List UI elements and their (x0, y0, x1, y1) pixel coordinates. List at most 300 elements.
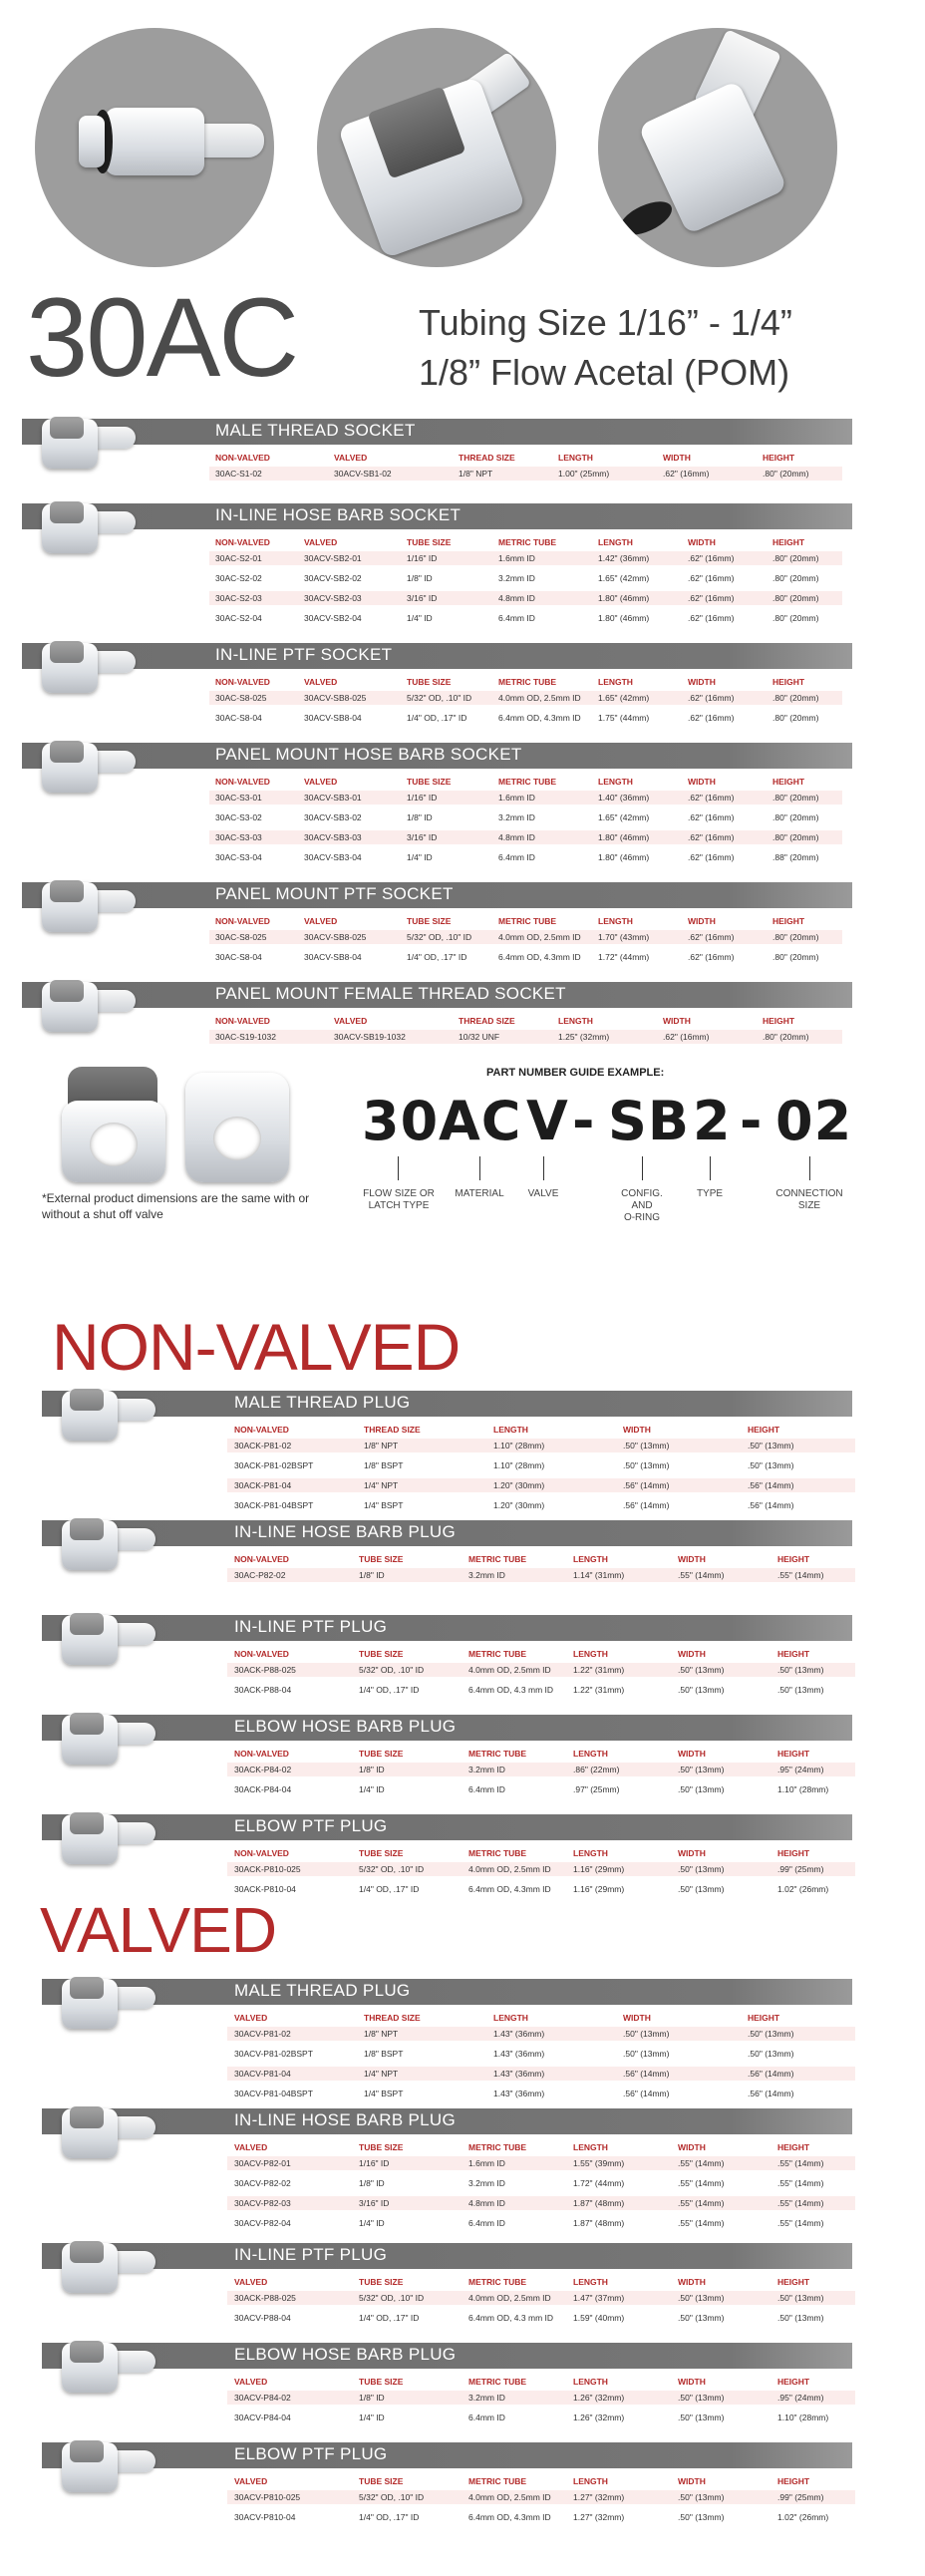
product-thumbnail (50, 1709, 159, 1778)
column-header-tube-size: TUBE SIZE (407, 537, 452, 547)
table-cell: .99" (25mm) (777, 1864, 824, 1874)
table-cell: 1.72" (44mm) (598, 952, 650, 962)
guide-product-image-1 (54, 1061, 175, 1186)
section-title: IN-LINE PTF PLUG (234, 2245, 388, 2264)
table-cell: 1/8" ID (359, 1765, 385, 1774)
column-header-tube-size: TUBE SIZE (359, 2476, 404, 2486)
table-cell: .80" (20mm) (772, 573, 819, 583)
column-header-metric-tube: METRIC TUBE (498, 677, 557, 687)
column-header-width: WIDTH (663, 453, 691, 463)
part-number-guide-title: PART NUMBER GUIDE EXAMPLE: (486, 1067, 665, 1079)
part-number-cell: 30AC-P82-02 (234, 1570, 286, 1580)
column-header-width: WIDTH (623, 1425, 651, 1435)
column-header-valved: VALVED (334, 1016, 368, 1026)
table-cell: 1.10" (28mm) (493, 1460, 545, 1470)
table-cell: 1/16" ID (407, 553, 438, 563)
part-number-cell: 30ACV-P82-02 (234, 2178, 291, 2188)
column-header-valved: VALVED (334, 453, 368, 463)
table-cell: .80" (20mm) (772, 832, 819, 842)
guide-tick-type (710, 1156, 711, 1180)
part-number-cell: 30AC-S19-1032 (215, 1032, 276, 1042)
table-cell: 30ACV-SB3-01 (304, 793, 362, 803)
table-row (227, 2176, 855, 2190)
table-cell: 1/4" ID (359, 2218, 385, 2228)
table-cell: 1.87" (48mm) (573, 2218, 625, 2228)
part-number-cell: 30AC-S8-04 (215, 713, 262, 723)
guide-underline (379, 1156, 837, 1157)
table-cell: 1.70" (43mm) (598, 932, 650, 942)
product-thumbnail (30, 876, 140, 946)
table-cell: 1/4" OD, .17" ID (359, 1884, 420, 1894)
table-cell: 30ACV-SB2-04 (304, 613, 362, 623)
section-title: IN-LINE HOSE BARB PLUG (234, 2110, 456, 2129)
column-header-non-valved: NON-VALVED (215, 1016, 270, 1026)
section-title: IN-LINE PTF SOCKET (215, 645, 393, 664)
column-header-non-valved: NON-VALVED (215, 916, 270, 926)
column-header-height: HEIGHT (772, 916, 805, 926)
guide-dash-1: - (572, 1090, 596, 1152)
column-header-width: WIDTH (678, 1649, 706, 1659)
table-cell: 1.10" (28mm) (777, 2413, 829, 2422)
product-thumbnail (50, 1808, 159, 1878)
table-cell: 3.2mm ID (498, 573, 535, 583)
table-cell: 1.16" (29mm) (573, 1864, 625, 1874)
column-header-length: LENGTH (493, 2013, 528, 2023)
column-header-width: WIDTH (678, 1749, 706, 1759)
table-cell: .55" (14mm) (777, 2158, 824, 2168)
section-title: MALE THREAD PLUG (234, 1981, 411, 2000)
table-cell: 1.6mm ID (498, 553, 535, 563)
column-header-metric-tube: METRIC TUBE (468, 1649, 527, 1659)
guide-part-valve: V (526, 1090, 569, 1152)
part-number-cell: 30ACK-P84-02 (234, 1765, 292, 1774)
product-thumbnail (30, 737, 140, 806)
column-header-metric-tube: METRIC TUBE (498, 916, 557, 926)
column-header-metric-tube: METRIC TUBE (468, 1554, 527, 1564)
table-cell: 6.4mm OD, 4.3mm ID (468, 1884, 551, 1894)
table-cell: 1.14" (31mm) (573, 1570, 625, 1580)
part-number-cell: 30ACK-P84-04 (234, 1784, 292, 1794)
column-header-length: LENGTH (493, 1425, 528, 1435)
table-cell: 1.43" (36mm) (493, 2069, 545, 2079)
table-cell: 6.4mm ID (498, 852, 535, 862)
table-cell: 1.25" (32mm) (558, 1032, 610, 1042)
table-cell: 30ACV-SB8-04 (304, 713, 362, 723)
column-header-tube-size: TUBE SIZE (407, 916, 452, 926)
table-cell: 6.4mm ID (468, 1784, 505, 1794)
table-row (227, 2216, 855, 2230)
table-cell: .80" (20mm) (772, 713, 819, 723)
column-header-width: WIDTH (688, 777, 716, 787)
column-header-thread-size: THREAD SIZE (459, 453, 515, 463)
table-cell: .62" (16mm) (688, 693, 735, 703)
part-number-cell: 30AC-S2-04 (215, 613, 262, 623)
table-row (227, 1782, 855, 1796)
table-cell: .50" (13mm) (623, 1441, 670, 1450)
section-title: PANEL MOUNT PTF SOCKET (215, 884, 454, 903)
table-cell: .80" (20mm) (772, 693, 819, 703)
table-cell: 1/4" ID (359, 2413, 385, 2422)
column-header-metric-tube: METRIC TUBE (468, 2142, 527, 2152)
section-title-band (22, 419, 852, 445)
table-cell: 3.2mm ID (468, 1765, 505, 1774)
part-number-cell: 30AC-S3-03 (215, 832, 262, 842)
table-cell: 1.42" (36mm) (598, 553, 650, 563)
part-number-cell: 30AC-S2-01 (215, 553, 262, 563)
guide-part-config: SB (608, 1090, 691, 1152)
table-cell: 4.8mm ID (498, 593, 535, 603)
part-number-cell: 30AC-S8-025 (215, 693, 267, 703)
column-header-length: LENGTH (573, 2277, 608, 2287)
table-cell: 1/16" ID (407, 793, 438, 803)
table-cell: 1/8" ID (359, 2393, 385, 2403)
table-cell: 4.0mm OD, 2.5mm ID (468, 2492, 551, 2502)
column-header-height: HEIGHT (777, 2377, 810, 2387)
part-number-cell: 30ACV-P81-04 (234, 2069, 291, 2079)
table-cell: 6.4mm OD, 4.3 mm ID (468, 2313, 554, 2323)
part-number-cell: 30ACK-P81-04 (234, 1480, 292, 1490)
column-header-tube-size: TUBE SIZE (359, 1649, 404, 1659)
hero-image-3 (598, 28, 837, 267)
column-header-metric-tube: METRIC TUBE (498, 777, 557, 787)
column-header-width: WIDTH (678, 2476, 706, 2486)
table-cell: 1.59" (40mm) (573, 2313, 625, 2323)
table-cell: .50" (13mm) (678, 2293, 725, 2303)
table-cell: .56" (14mm) (748, 2069, 794, 2079)
product-thumbnail (30, 497, 140, 567)
table-cell: 5/32" OD, .10" ID (407, 932, 472, 942)
part-number-cell: 30ACV-P81-02 (234, 2029, 291, 2039)
table-cell: 1.72" (44mm) (573, 2178, 625, 2188)
table-cell: 5/32" OD, .10" ID (359, 1864, 425, 1874)
table-cell: 1.65" (42mm) (598, 693, 650, 703)
part-number-cell: 30AC-S8-04 (215, 952, 262, 962)
table-cell: 1/4" OD, .17" ID (407, 713, 467, 723)
table-cell: 4.0mm OD, 2.5mm ID (468, 1665, 551, 1675)
table-cell: 1/4" BSPT (364, 2089, 404, 2098)
table-cell: .55" (14mm) (678, 2198, 725, 2208)
table-row (227, 1568, 855, 1582)
table-cell: .62" (16mm) (663, 1032, 710, 1042)
table-cell: 4.0mm OD, 2.5mm ID (468, 1864, 551, 1874)
table-cell: 30ACV-SB1-02 (334, 469, 392, 479)
table-cell: 1/8" NPT (364, 1441, 399, 1450)
guide-tick-material (479, 1156, 480, 1180)
table-cell: 1.22" (31mm) (573, 1665, 625, 1675)
guide-label-type: TYPE (696, 1188, 724, 1199)
part-number-cell: 30ACK-P81-02BSPT (234, 1460, 314, 1470)
guide-dash-2: - (740, 1090, 764, 1152)
product-series-title: 30AC (26, 275, 298, 400)
table-cell: .80" (20mm) (772, 932, 819, 942)
part-number-cell: 30ACV-P84-04 (234, 2413, 291, 2422)
table-row (227, 2411, 855, 2424)
table-cell: 4.8mm ID (498, 832, 535, 842)
part-number-cell: 30AC-S3-02 (215, 812, 262, 822)
table-cell: .55" (14mm) (678, 1570, 725, 1580)
table-cell: 1/4" OD, .17" ID (359, 2313, 420, 2323)
part-number-cell: 30ACK-P88-025 (234, 2293, 296, 2303)
table-cell: .50" (13mm) (678, 1784, 725, 1794)
column-header-height: HEIGHT (748, 2013, 780, 2023)
table-cell: 4.0mm OD, 2.5mm ID (468, 2293, 551, 2303)
part-number-cell: 30ACK-P81-02 (234, 1441, 292, 1450)
section-title-band (42, 2442, 852, 2468)
table-cell: .56" (14mm) (623, 2089, 670, 2098)
guide-part-connection: 02 (775, 1090, 853, 1152)
section-title-band (42, 1814, 852, 1840)
column-header-metric-tube: METRIC TUBE (468, 2476, 527, 2486)
part-number-cell: 30AC-S2-02 (215, 573, 262, 583)
table-cell: 5/32" OD, .10" ID (359, 2293, 425, 2303)
guide-tick-connection (809, 1156, 810, 1180)
column-header-tube-size: TUBE SIZE (359, 1848, 404, 1858)
table-cell: .62" (16mm) (688, 593, 735, 603)
table-cell: .50" (13mm) (777, 2313, 824, 2323)
table-cell: 1.6mm ID (498, 793, 535, 803)
table-cell: 1.20" (30mm) (493, 1480, 545, 1490)
part-number-cell: 30ACV-P81-02BSPT (234, 2049, 313, 2059)
column-header-width: WIDTH (678, 1848, 706, 1858)
table-cell: .95" (24mm) (777, 2393, 824, 2403)
table-cell: .50" (13mm) (678, 2492, 725, 2502)
column-header-height: HEIGHT (772, 777, 805, 787)
column-header-metric-tube: METRIC TUBE (468, 2377, 527, 2387)
column-header-non-valved: NON-VALVED (215, 537, 270, 547)
product-thumbnail (50, 2436, 159, 2506)
table-cell: .50" (13mm) (678, 2413, 725, 2422)
section-title: IN-LINE HOSE BARB PLUG (234, 1522, 456, 1541)
table-cell: .95" (24mm) (777, 1765, 824, 1774)
table-cell: 1/4" ID (407, 852, 433, 862)
column-header-non-valved: NON-VALVED (234, 1554, 289, 1564)
column-header-tube-size: TUBE SIZE (359, 1554, 404, 1564)
column-header-width: WIDTH (678, 2142, 706, 2152)
guide-label-material: MATERIAL (455, 1188, 504, 1199)
table-cell: 1.87" (48mm) (573, 2198, 625, 2208)
column-header-metric-tube: METRIC TUBE (498, 537, 557, 547)
table-cell: .62" (16mm) (688, 952, 735, 962)
part-number-cell: 30ACV-P810-04 (234, 2512, 296, 2522)
table-cell: 1/4" NPT (364, 1480, 399, 1490)
table-cell: .56" (14mm) (748, 2089, 794, 2098)
column-header-valved: VALVED (234, 2277, 268, 2287)
table-cell: .50" (13mm) (623, 1460, 670, 1470)
table-row (209, 1030, 842, 1044)
guide-label-config: CONFIG. AND O-RING (621, 1188, 663, 1223)
guide-label-connection: CONNECTION SIZE (775, 1188, 843, 1211)
table-cell: .50" (13mm) (678, 1884, 725, 1894)
column-header-non-valved: NON-VALVED (234, 1425, 289, 1435)
table-cell: 1/8" ID (407, 812, 433, 822)
column-header-width: WIDTH (678, 2377, 706, 2387)
table-cell: 1.02" (26mm) (777, 2512, 829, 2522)
column-header-height: HEIGHT (772, 677, 805, 687)
column-header-length: LENGTH (558, 453, 593, 463)
table-cell: .50" (13mm) (678, 1864, 725, 1874)
table-cell: .88" (20mm) (772, 852, 819, 862)
section-title: PANEL MOUNT HOSE BARB SOCKET (215, 745, 522, 764)
table-cell: 30ACV-SB3-02 (304, 812, 362, 822)
table-cell: 1.43" (36mm) (493, 2089, 545, 2098)
table-cell: .55" (14mm) (678, 2218, 725, 2228)
table-cell: .50" (13mm) (678, 1685, 725, 1695)
table-cell: 1.27" (32mm) (573, 2512, 625, 2522)
section-title-band (22, 643, 852, 669)
table-cell: .62" (16mm) (688, 713, 735, 723)
column-header-height: HEIGHT (777, 2476, 810, 2486)
column-header-valved: VALVED (234, 2142, 268, 2152)
table-cell: 1/4" OD, .17" ID (359, 2512, 420, 2522)
table-row (227, 2196, 855, 2210)
column-header-valved: VALVED (304, 916, 338, 926)
column-header-height: HEIGHT (748, 1425, 780, 1435)
column-header-valved: VALVED (304, 677, 338, 687)
table-cell: 1.27" (32mm) (573, 2492, 625, 2502)
table-cell: 1/4" OD, .17" ID (359, 1685, 420, 1695)
table-cell: .80" (20mm) (772, 952, 819, 962)
table-cell: 3.2mm ID (498, 812, 535, 822)
table-cell: 30ACV-SB2-03 (304, 593, 362, 603)
section-title: MALE THREAD PLUG (234, 1393, 411, 1412)
part-number-cell: 30ACK-P88-04 (234, 1685, 292, 1695)
table-cell: .50" (13mm) (678, 1765, 725, 1774)
table-cell: .50" (13mm) (748, 2029, 794, 2039)
product-thumbnail (50, 1514, 159, 1584)
table-cell: 10/32 UNF (459, 1032, 500, 1042)
product-thumbnail (50, 1973, 159, 2043)
table-cell: 30ACV-SB8-025 (304, 932, 367, 942)
table-cell: 3/16" ID (359, 2198, 390, 2208)
table-cell: 1.26" (32mm) (573, 2393, 625, 2403)
non-valved-heading: NON-VALVED (52, 1310, 461, 1384)
hero-image-2 (317, 28, 556, 267)
column-header-tube-size: TUBE SIZE (359, 1749, 404, 1759)
table-cell: .50" (13mm) (623, 2029, 670, 2039)
table-cell: 1.43" (36mm) (493, 2049, 545, 2059)
guide-part-flow-size: 30 (362, 1090, 440, 1152)
product-thumbnail (30, 976, 140, 1046)
guide-label-valve: VALVE (527, 1188, 559, 1199)
table-cell: .50" (13mm) (678, 1665, 725, 1675)
table-cell: 1.26" (32mm) (573, 2413, 625, 2422)
guide-tick-valve (543, 1156, 544, 1180)
part-number-cell: 30AC-S3-04 (215, 852, 262, 862)
table-cell: .55" (14mm) (777, 2178, 824, 2188)
section-title-band (42, 1615, 852, 1641)
column-header-tube-size: TUBE SIZE (407, 777, 452, 787)
column-header-length: LENGTH (573, 1649, 608, 1659)
column-header-non-valved: NON-VALVED (234, 1649, 289, 1659)
product-thumbnail (50, 2102, 159, 2172)
table-cell: .56" (14mm) (623, 1500, 670, 1510)
part-number-cell: 30ACK-P810-04 (234, 1884, 296, 1894)
table-cell: 3.2mm ID (468, 2178, 505, 2188)
guide-label-flow: FLOW SIZE OR LATCH TYPE (363, 1188, 435, 1211)
table-cell: 1/4" NPT (364, 2069, 399, 2079)
guide-tick-config (642, 1156, 643, 1180)
part-number-cell: 30AC-S2-03 (215, 593, 262, 603)
table-cell: .50" (13mm) (777, 1665, 824, 1675)
table-cell: 30ACV-SB8-04 (304, 952, 362, 962)
part-number-cell: 30ACV-P84-02 (234, 2393, 291, 2403)
table-cell: 1/8" ID (359, 2178, 385, 2188)
table-cell: .99" (25mm) (777, 2492, 824, 2502)
table-cell: .80" (20mm) (772, 553, 819, 563)
table-row (209, 467, 842, 481)
table-cell: 30ACV-SB2-02 (304, 573, 362, 583)
table-cell: .50" (13mm) (777, 2293, 824, 2303)
hero-image-1 (35, 28, 274, 267)
part-number-cell: 30ACV-P82-01 (234, 2158, 291, 2168)
table-row (227, 2391, 855, 2405)
product-thumbnail (30, 637, 140, 707)
part-number-cell: 30ACV-P82-04 (234, 2218, 291, 2228)
section-title-band (42, 2243, 852, 2269)
flow-material-subtitle: 1/8” Flow Acetal (POM) (419, 352, 790, 393)
table-cell: .50" (13mm) (678, 2512, 725, 2522)
table-cell: 3.2mm ID (468, 2393, 505, 2403)
part-number-cell: 30AC-S1-02 (215, 469, 262, 479)
column-header-valved: VALVED (234, 2377, 268, 2387)
table-cell: 1.65" (42mm) (598, 573, 650, 583)
table-cell: .97" (25mm) (573, 1784, 620, 1794)
column-header-thread-size: THREAD SIZE (364, 2013, 421, 2023)
table-cell: 1/4" ID (407, 613, 433, 623)
column-header-length: LENGTH (573, 1554, 608, 1564)
table-cell: 6.4mm ID (468, 2218, 505, 2228)
table-cell: .55" (14mm) (777, 2198, 824, 2208)
column-header-metric-tube: METRIC TUBE (468, 2277, 527, 2287)
table-cell: 1.20" (30mm) (493, 1500, 545, 1510)
section-title: MALE THREAD SOCKET (215, 421, 416, 440)
table-cell: .50" (13mm) (777, 1685, 824, 1695)
column-header-height: HEIGHT (763, 453, 795, 463)
shutoff-valve-note: *External product dimensions are the same with or without a shut off valve (42, 1191, 310, 1222)
part-number-cell: 30ACV-P82-03 (234, 2198, 291, 2208)
column-header-non-valved: NON-VALVED (215, 777, 270, 787)
table-cell: 1/8" ID (407, 573, 433, 583)
table-cell: 1.65" (42mm) (598, 812, 650, 822)
part-number-cell: 30AC-S8-025 (215, 932, 267, 942)
table-cell: 1.43" (36mm) (493, 2029, 545, 2039)
table-row (227, 2156, 855, 2170)
table-cell: 1.10" (28mm) (493, 1441, 545, 1450)
column-header-tube-size: TUBE SIZE (359, 2277, 404, 2287)
table-cell: .50" (13mm) (748, 1441, 794, 1450)
column-header-metric-tube: METRIC TUBE (468, 1848, 527, 1858)
column-header-height: HEIGHT (777, 1554, 810, 1564)
column-header-length: LENGTH (598, 777, 633, 787)
table-cell: .56" (14mm) (748, 1500, 794, 1510)
table-cell: 1.10" (28mm) (777, 1784, 829, 1794)
table-cell: 1.6mm ID (468, 2158, 505, 2168)
column-header-valved: VALVED (234, 2476, 268, 2486)
table-cell: .62" (16mm) (688, 812, 735, 822)
product-thumbnail (50, 2337, 159, 2407)
column-header-height: HEIGHT (777, 2277, 810, 2287)
table-cell: 1/8" NPT (364, 2029, 399, 2039)
table-cell: 5/32" OD, .10" ID (407, 693, 472, 703)
part-number-cell: 30ACV-P88-04 (234, 2313, 291, 2323)
column-header-tube-size: TUBE SIZE (359, 2142, 404, 2152)
table-cell: .56" (14mm) (623, 2069, 670, 2079)
table-cell: .62" (16mm) (688, 852, 735, 862)
table-cell: 3/16" ID (407, 832, 438, 842)
table-cell: 1.80" (46mm) (598, 593, 650, 603)
table-cell: 3.2mm ID (468, 1570, 505, 1580)
column-header-width: WIDTH (678, 1554, 706, 1564)
